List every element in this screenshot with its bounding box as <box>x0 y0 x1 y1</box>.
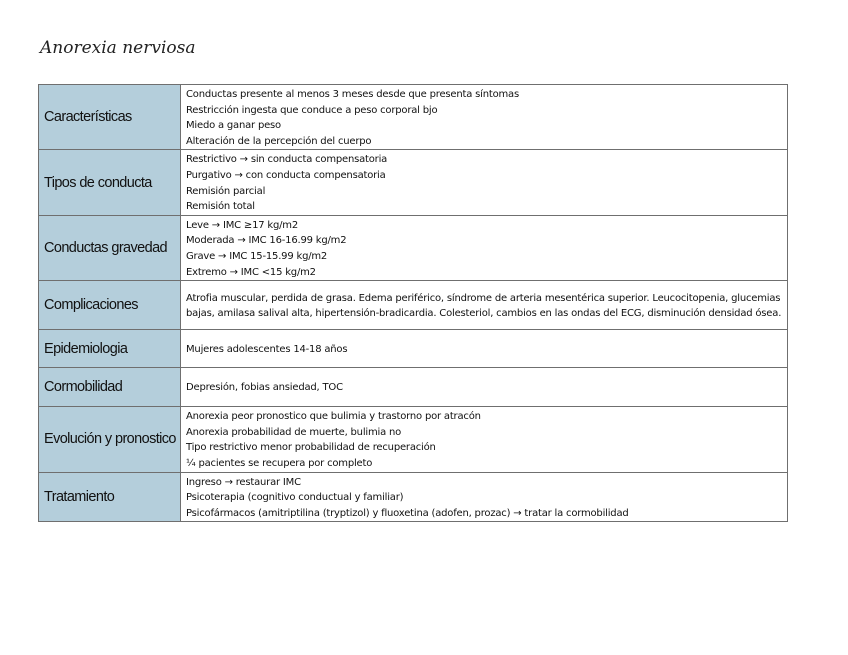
table-row <box>39 368 788 407</box>
content-line: Extremo → IMC <15 kg/m2 <box>186 266 316 278</box>
content-line: ¼ pacientes se recupera por completo <box>186 457 373 469</box>
content-line: Restricción ingesta que conduce a peso corporal bjo <box>186 104 438 116</box>
content-line: Psicofármacos (amitriptilina (tryptizol) y fluoxetina (adofen, prozac) → tratar la cormobilidad <box>186 507 629 519</box>
table-row <box>39 330 788 368</box>
content-line: Moderada → IMC 16-16.99 kg/m2 <box>186 235 347 247</box>
table-row <box>39 150 788 215</box>
content-line: Tipo restrictivo menor probabilidad de recuperación <box>186 442 436 454</box>
content-line: Psicoterapia (cognitivo conductual y familiar) <box>186 492 404 504</box>
content-line: Anorexia probabilidad de muerte, bulimia no <box>186 426 402 438</box>
table-row <box>39 407 788 472</box>
row-content <box>181 215 788 280</box>
table-row <box>39 472 788 522</box>
content-line: Purgativo → con conducta compensatoria <box>186 169 386 181</box>
table-row <box>39 281 788 330</box>
row-content <box>181 330 788 368</box>
row-label: Características <box>39 85 181 150</box>
content-line: Miedo a ganar peso <box>186 120 281 132</box>
page-title: Anorexia nerviosa <box>40 38 196 58</box>
content-line: Mujeres adolescentes 14-18 años <box>186 343 348 355</box>
content-line: Conductas presente al menos 3 meses desde que presenta síntomas <box>186 89 519 100</box>
table-row <box>39 85 788 150</box>
content-line: Leve → IMC ≥17 kg/m2 <box>186 219 298 231</box>
row-content <box>181 472 788 522</box>
row-label: Cormobilidad <box>39 368 181 407</box>
content-line: Depresión, fobias ansiedad, TOC <box>186 382 343 394</box>
row-content <box>181 368 788 407</box>
content-line: Alteración de la percepción del cuerpo <box>186 135 372 147</box>
content-line: Remisión total <box>186 201 255 213</box>
row-label: Conductas gravedad <box>39 215 181 280</box>
content-line: Restrictivo → sin conducta compensatoria <box>186 154 388 166</box>
content-line: Ingreso → restaurar IMC <box>186 476 301 488</box>
row-content <box>181 281 788 330</box>
content-line: Remisión parcial <box>186 185 266 197</box>
row-label: Evolución y pronostico <box>39 407 181 472</box>
table-row <box>39 215 788 280</box>
row-content <box>181 150 788 215</box>
row-content <box>181 85 788 150</box>
content-line: Grave → IMC 15-15.99 kg/m2 <box>186 250 328 262</box>
row-content <box>181 407 788 472</box>
row-label: Complicaciones <box>39 281 181 330</box>
content-line: Anorexia peor pronostico que bulimia y trastorno por atracón <box>186 411 481 423</box>
summary-table <box>38 84 788 522</box>
content-paragraph: Atrofia muscular, perdida de grasa. Edema periférico, síndrome de arteria mesentérica superior. Leucocitopenia, glucemias bajas, amilasa salival alta, hipertensión-bradicardia. Colesteriol, cambios en las ondas del ECG, disminución densidad ósea. <box>186 292 782 320</box>
row-label: Tratamiento <box>39 472 181 522</box>
row-label: Tipos de conducta <box>39 150 181 215</box>
row-label: Epidemiologia <box>39 330 181 368</box>
